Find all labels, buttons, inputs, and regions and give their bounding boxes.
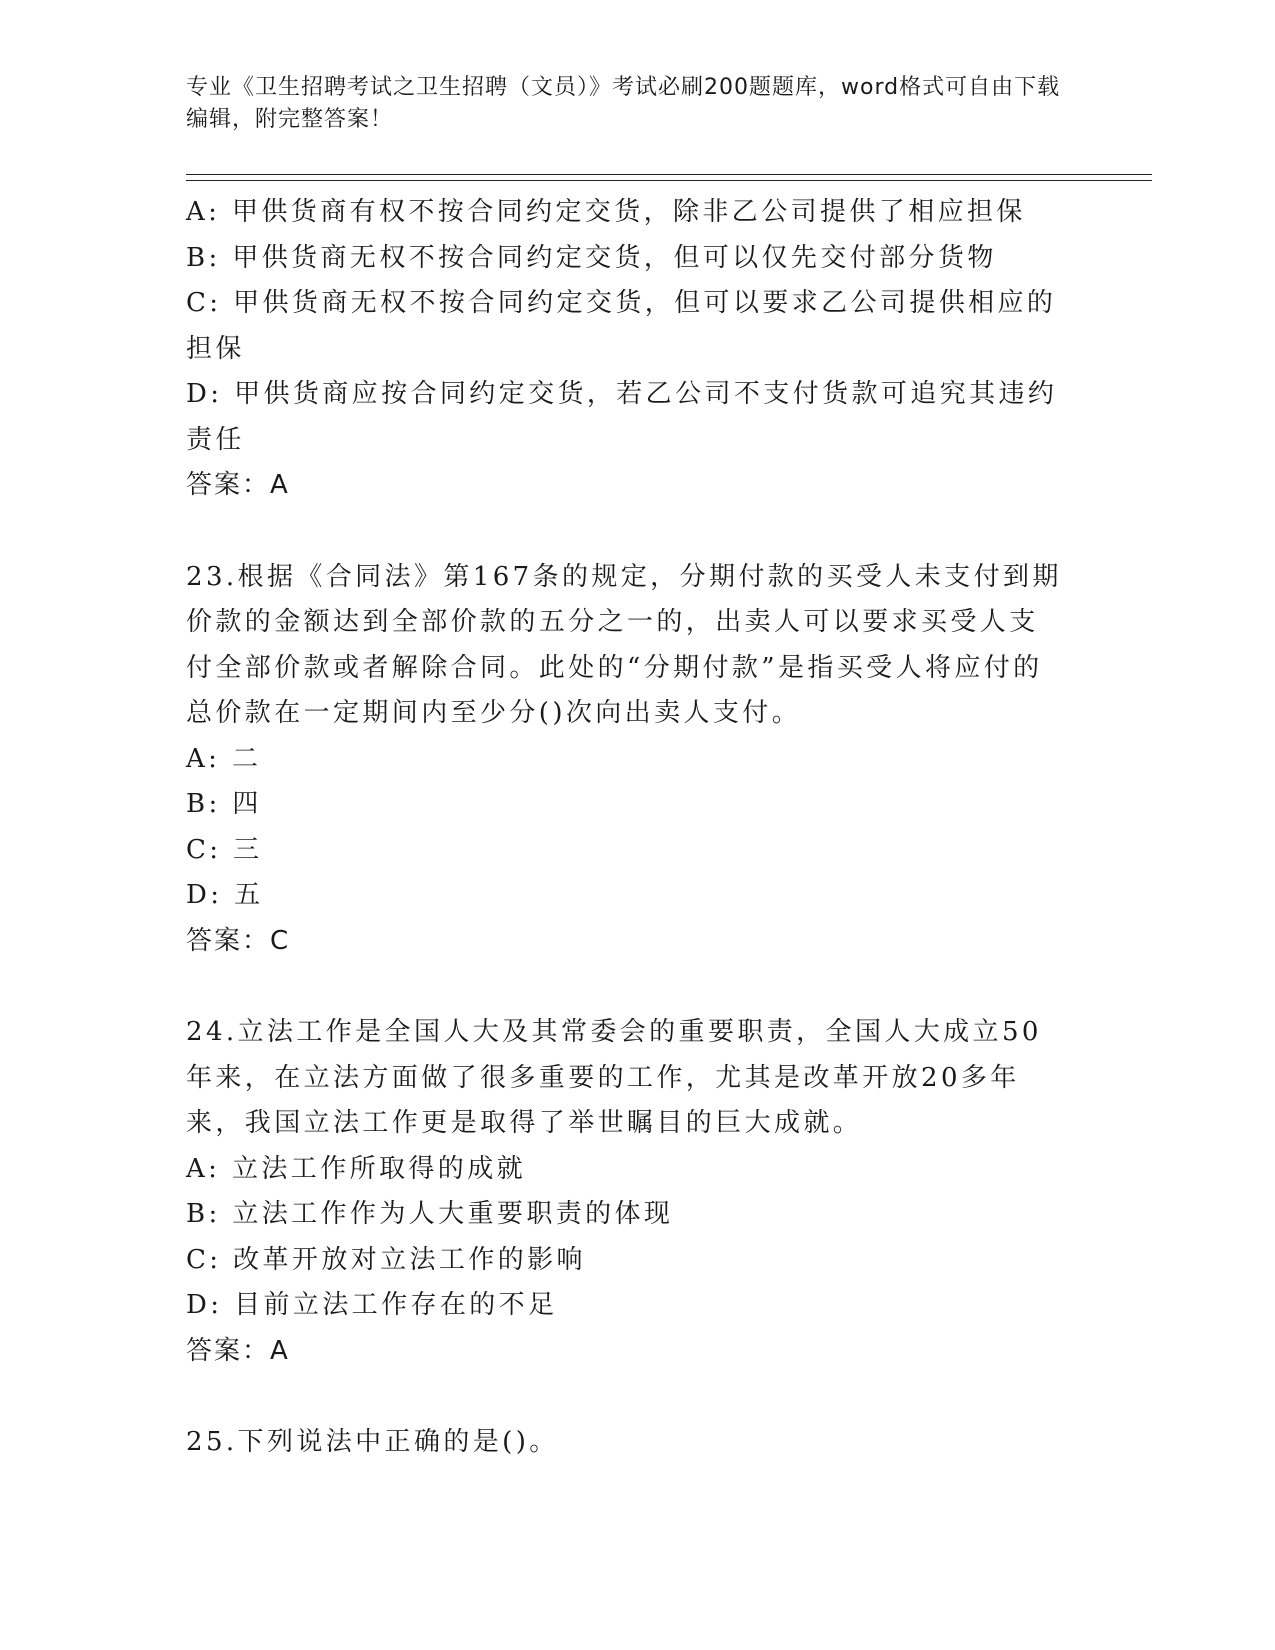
- question-25: [186, 1420, 1066, 1466]
- answer: 答案：C: [186, 925, 291, 956]
- question-stem: 24.立法工作是全国人大及其常委会的重要职责，全国人大成立50年来，在立法方面做了很多重要的工作，尤其是改革开放20多年来，我国立法工作更是取得了举世瞩目的巨大成就。: [186, 1017, 1042, 1138]
- option-d: D: 五: [186, 880, 264, 910]
- document-header: 专业《卫生招聘考试之卫生招聘（文员）》考试必刷200题题库，word格式可自由下载编辑，附完整答案！: [186, 75, 1061, 132]
- option-a: A: 甲供货商有权不按合同约定交货，除非乙公司提供了相应担保: [186, 197, 1026, 227]
- question-list: [186, 190, 1066, 1466]
- question-stem: 23.根据《合同法》第167条的规定，分期付款的买受人未支付到期价款的金额达到全部价款的五分之一的，出卖人可以要求买受人支付全部价款或者解除合同。此处的“分期付款”是指买受人将应付的总价款在一定期间内至少分()次向出卖人支付。: [186, 561, 1062, 728]
- answer: 答案：A: [186, 470, 290, 500]
- option-a: A: 立法工作所取得的成就: [186, 1153, 527, 1184]
- option-c: C: 三: [186, 834, 263, 865]
- header-divider-top: [186, 174, 1152, 175]
- option-d: D: 甲供货商应按合同约定交货，若乙公司不支付货款可追究其违约责任: [186, 379, 1058, 455]
- header-divider-bottom: [186, 180, 1152, 181]
- option-c: C: 甲供货商无权不按合同约定交货，但可以要求乙公司提供相应的担保: [186, 288, 1057, 364]
- question-23: [186, 555, 1066, 965]
- question-24: [186, 1010, 1066, 1374]
- answer: 答案：A: [186, 1335, 290, 1366]
- option-b: B: 甲供货商无权不按合同约定交货，但可以仅先交付部分货物: [186, 242, 997, 273]
- option-a: A: 二: [186, 743, 262, 774]
- question-stem: 25.下列说法中正确的是()。: [186, 1427, 559, 1457]
- option-d: D: 目前立法工作存在的不足: [186, 1290, 558, 1320]
- option-b: B: 四: [186, 789, 262, 819]
- option-c: C: 改革开放对立法工作的影响: [186, 1244, 586, 1275]
- question-22-continued: [186, 190, 1066, 509]
- option-b: B: 立法工作作为人大重要职责的体现: [186, 1199, 674, 1229]
